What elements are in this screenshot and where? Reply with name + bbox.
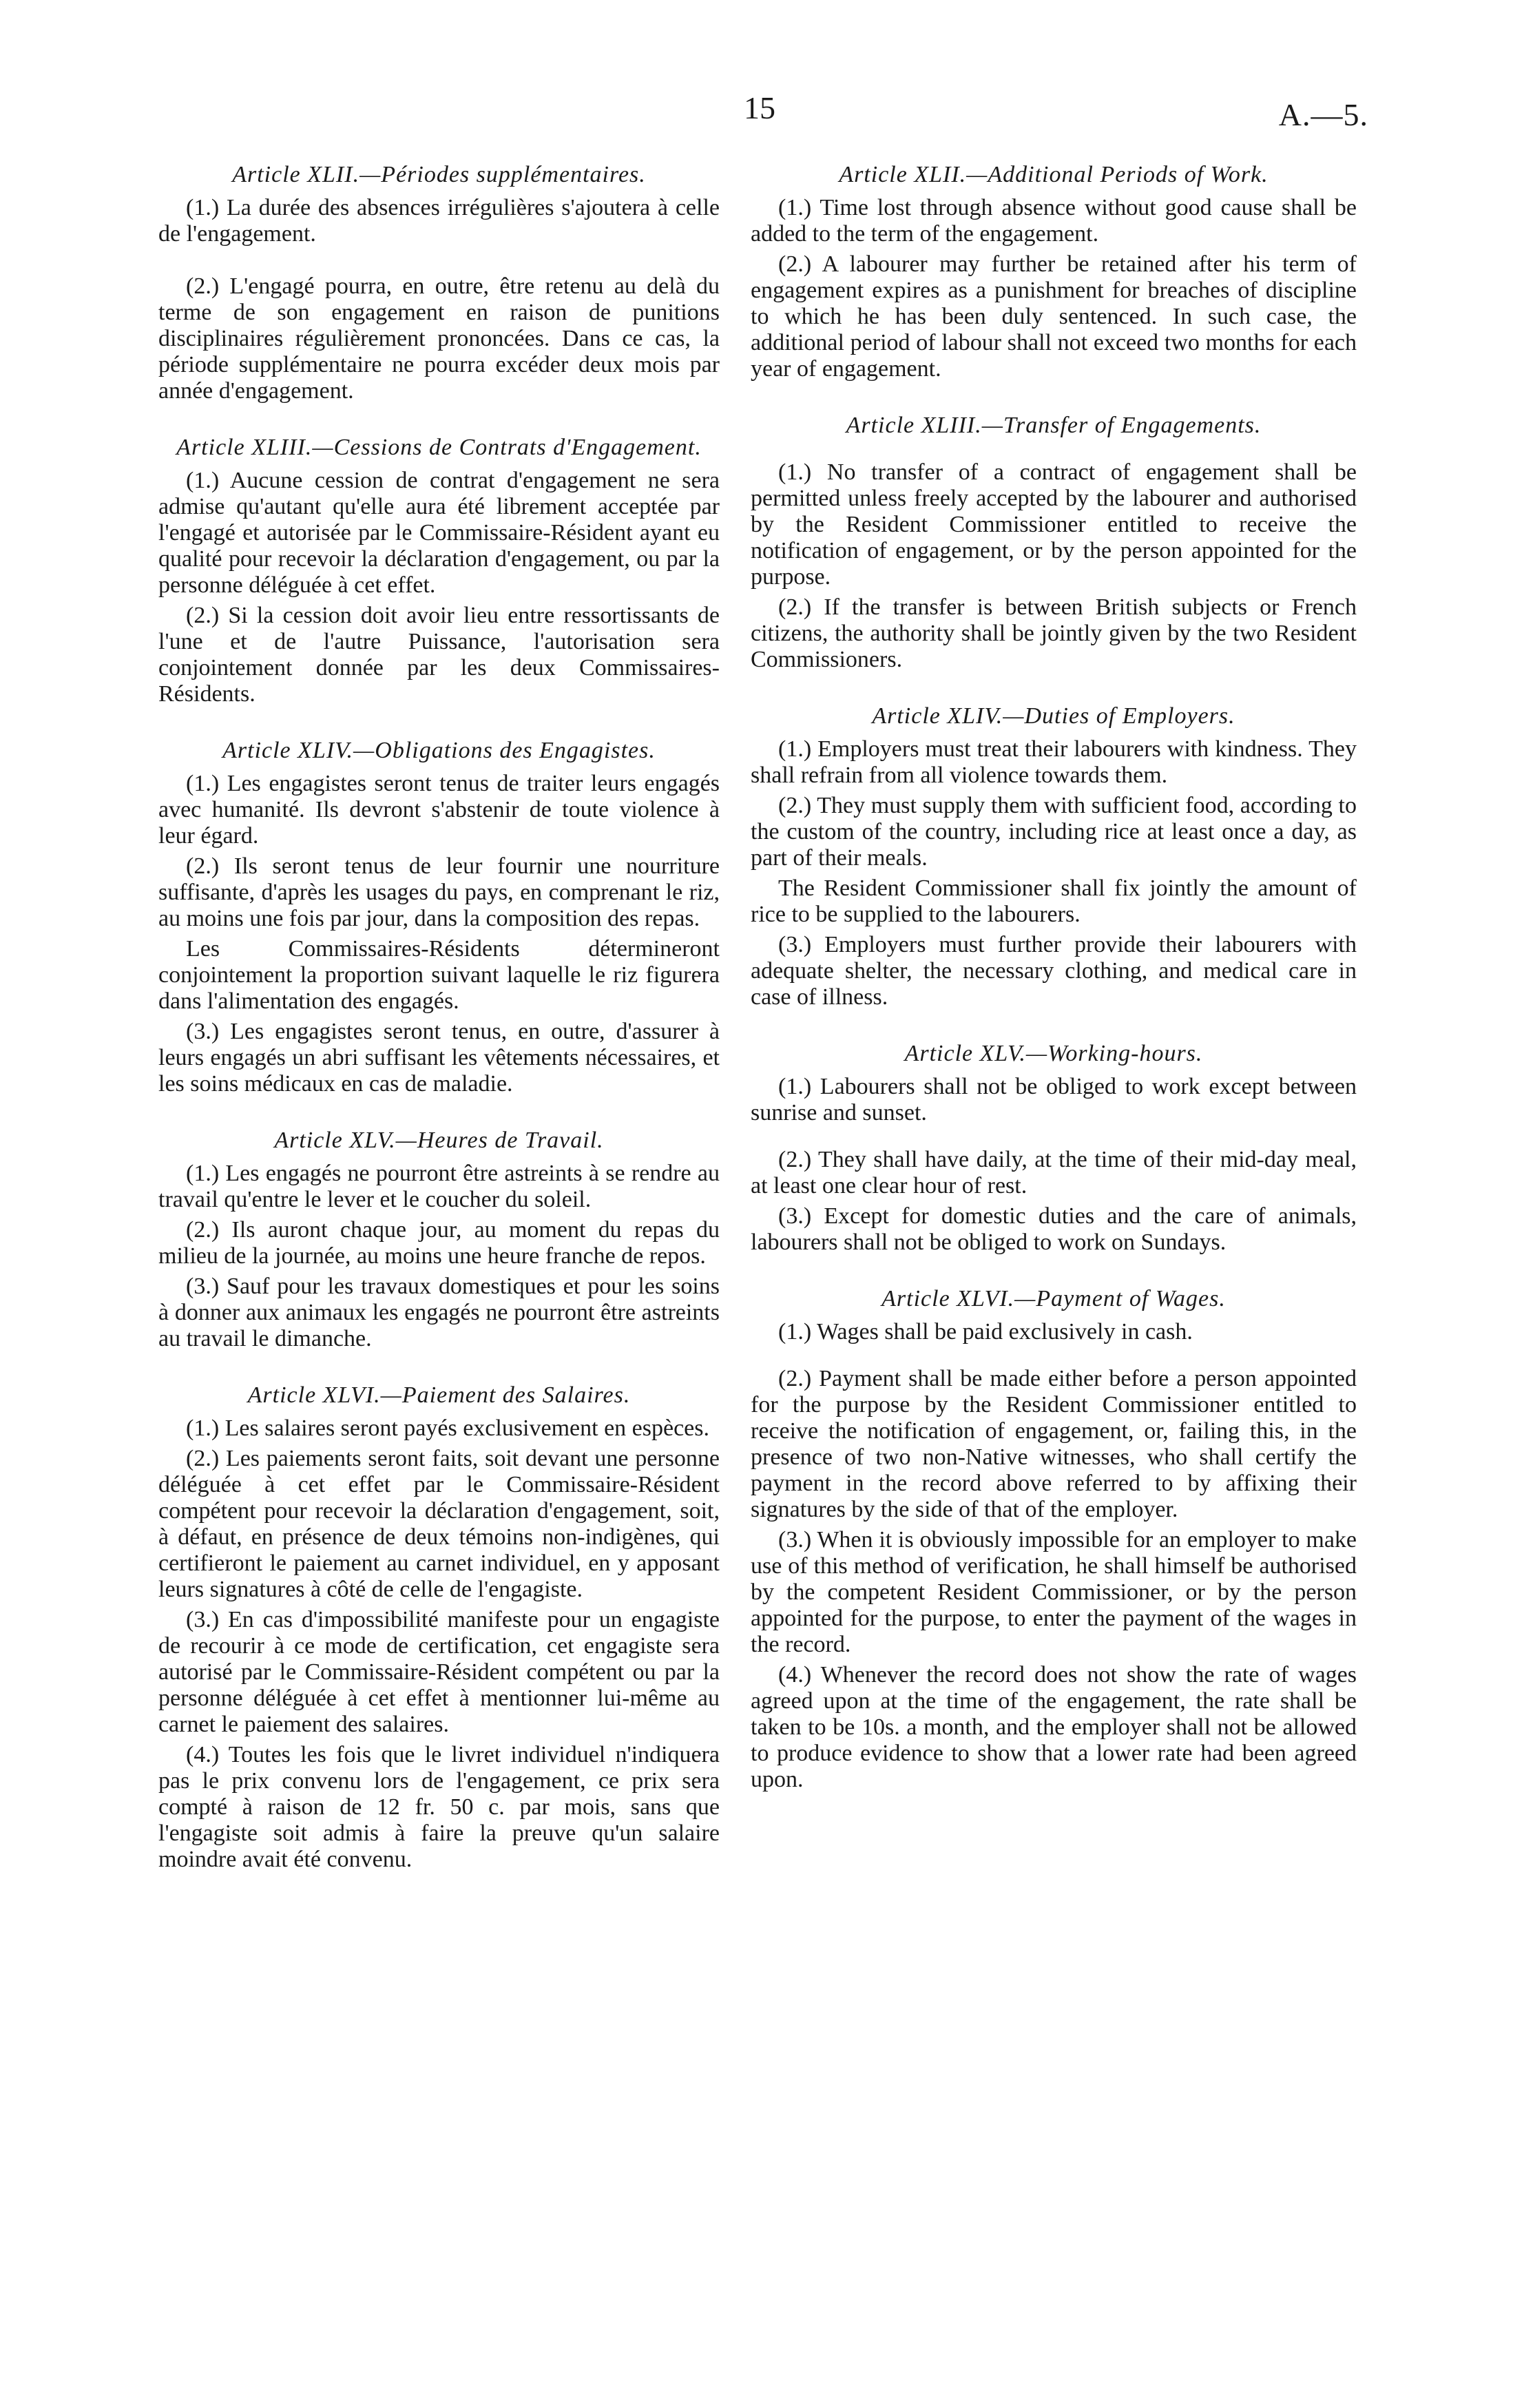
paragraph: (3.) Sauf pour les travaux domestiques et pour les soins à donner aux animaux les engagés ne pourront être astreints au travail le dimanche. [158,1274,720,1351]
paragraph: (4.) Toutes les fois que le livret individuel n'indiquera pas le prix convenu lors de l'engagement, ce prix sera compté à raison de 12 fr. 50 c. par mois, sans que l'engagiste soit admis à faire la preuve qu'un salaire moindre avait été convenu. [158,1742,720,1872]
paragraph: (3.) Employers must further provide their labourers with adequate shelter, the necessary clothing, and medical care in case of illness. [751,932,1357,1010]
article-xliv-fr [158,738,720,1097]
paragraph: (2.) Ils auront chaque jour, au moment du repas du milieu de la journée, au moins une heure franche de repos. [158,1217,720,1269]
article-xlv-en [751,1041,1357,1256]
article-title: Article XLII.—Périodes supplémentaires. [232,162,646,187]
paragraph: (3.) Les engagistes seront tenus, en outre, d'assurer à leurs engagés un abri suffisant les vêtements nécessaires, et les soins médicaux en cas de maladie. [158,1019,720,1097]
paragraph: The Resident Commissioner shall fix jointly the amount of rice to be supplied to the labourers. [751,875,1357,927]
paragraph: (1.) Les engagés ne pourront être astreints à se rendre au travail qu'entre le lever et le coucher du soleil. [158,1161,720,1212]
paragraph: (2.) They shall have daily, at the time of their mid-day meal, at least one clear hour of rest. [751,1147,1357,1198]
article-xlvi-fr [158,1382,720,1873]
page-number: 15 [744,90,775,125]
paragraph: (1.) Time lost through absence without good cause shall be added to the term of the engagement. [751,195,1357,247]
article-title: Article XLVI.—Paiement des Salaires. [247,1382,631,1408]
paragraph: (1.) Les salaires seront payés exclusivement en espèces. [186,1415,709,1441]
article-xlii-fr [158,162,720,404]
article-xliii-fr [158,435,720,707]
article-title: Article XLVI.—Payment of Wages. [881,1286,1226,1311]
paragraph: (2.) A labourer may further be retained after his term of engagement expires as a punishment for breaches of discipline to which he has been duly sentenced. In such case, the additional period of labour shall not exceed two months for each year of engagement. [751,251,1357,382]
french-column [158,162,720,1903]
paragraph: (3.) Except for domestic duties and the care of animals, labourers shall not be obliged to work on Sundays. [751,1203,1357,1255]
article-title: Article XLIV.—Duties of Employers. [872,703,1235,729]
article-xlvi-en [751,1286,1357,1793]
page-header [0,90,1513,145]
article-title: Article XLII.—Additional Periods of Work. [839,162,1269,187]
article-xlii-en [751,162,1357,382]
document-reference: A.—5. [1278,97,1368,132]
article-xliv-en [751,703,1357,1010]
paragraph: (2.) Si la cession doit avoir lieu entre ressortissants de l'une et de l'autre Puissance, l'autorisation sera conjointement donnée par les deux Commissaires-Résidents. [158,603,720,707]
paragraph: (2.) They must supply them with sufficient food, according to the custom of the country, including rice at least once a day, as part of their meals. [751,793,1357,871]
paragraph: (2.) Les paiements seront faits, soit devant une personne déléguée à cet effet par le Commissaire-Résident compétent pour recevoir la déclaration d'engagement, soit, à défaut, en présence de deux témoins non-indigènes, qui certifieront le paiement au carnet individuel, en y apposant leurs signatures à côté de celle de l'engagiste. [158,1446,720,1602]
article-title: Article XLV.—Heures de Travail. [274,1128,604,1153]
article-title: Article XLIV.—Obligations des Engagistes. [222,738,656,763]
paragraph: (3.) When it is obviously impossible for an employer to make use of this method of verification, he shall himself be authorised by the competent Resident Commissioner, or by the person appointed for the purpose, to enter the payment of the wages in the record. [751,1527,1357,1657]
english-column [751,162,1357,1823]
paragraph: (1.) Wages shall be paid exclusively in cash. [778,1319,1193,1345]
paragraph: (4.) Whenever the record does not show the rate of wages agreed upon at the time of the engagement, the rate shall be taken to be 10s. a month, and the employer shall not be allowed to produce evidence to show that a lower rate had been agreed upon. [751,1662,1357,1792]
paragraph: (2.) L'engagé pourra, en outre, être retenu au delà du terme de son engagement en raison de punitions disciplinaires régulièrement prononcées. Dans ce cas, la période supplémentaire ne pourra excéder deux mois par année d'engagement. [158,273,720,404]
article-title: Article XLIII.—Cessions de Contrats d'Engagement. [176,435,702,460]
paragraph: (1.) Labourers shall not be obliged to work except between sunrise and sunset. [751,1074,1357,1125]
article-xlv-fr [158,1128,720,1352]
paragraph: (1.) Les engagistes seront tenus de traiter leurs engagés avec humanité. Ils devront s'abstenir de toute violence à leur égard. [158,771,720,849]
paragraph: (1.) Aucune cession de contrat d'engagement ne sera admise qu'autant qu'elle aura été librement acceptée par l'engagé et autorisée par le Commissaire-Résident ayant eu qualité pour recevoir la déclaration d'engagement, ou par la personne déléguée à cet effet. [158,468,720,598]
paragraph: (1.) No transfer of a contract of engagement shall be permitted unless freely accepted by the labourer and authorised by the Resident Commissioner entitled to receive the notification of engagement, or by the person appointed for the purpose. [751,459,1357,590]
paragraph: Les Commissaires-Résidents détermineront conjointement la proportion suivant laquelle le riz figurera dans l'alimentation des engagés. [158,936,720,1014]
paragraph: (2.) Ils seront tenus de leur fournir une nourriture suffisante, d'après les usages du pays, en comprenant le riz, au moins une fois par jour, dans la composition des repas. [158,853,720,931]
paragraph: (2.) Payment shall be made either before a person appointed for the purpose by the Resident Commissioner entitled to receive the notification of engagement, or, failing this, in the presence of two non-Native witnesses, who shall certify the payment in the record above referred to by affixing their signatures by the side of that of the employer. [751,1366,1357,1522]
paragraph: (1.) Employers must treat their labourers with kindness. They shall refrain from all violence towards them. [751,736,1357,788]
article-xliii-en [751,413,1357,673]
article-title: Article XLV.—Working-hours. [904,1041,1203,1066]
paragraph: (2.) If the transfer is between British subjects or French citizens, the authority shall be jointly given by the two Resident Commissioners. [751,594,1357,672]
paragraph: (3.) En cas d'impossibilité manifeste pour un engagiste de recourir à ce mode de certification, cet engagiste sera autorisé par le Commissaire-Résident compétent ou par la personne déléguée à cet effet à mentionner lui-même au carnet le paiement des salaires. [158,1607,720,1737]
paragraph: (1.) La durée des absences irrégulières s'ajoutera à celle de l'engagement. [158,195,720,247]
article-title: Article XLIII.—Transfer of Engagements. [846,413,1262,438]
